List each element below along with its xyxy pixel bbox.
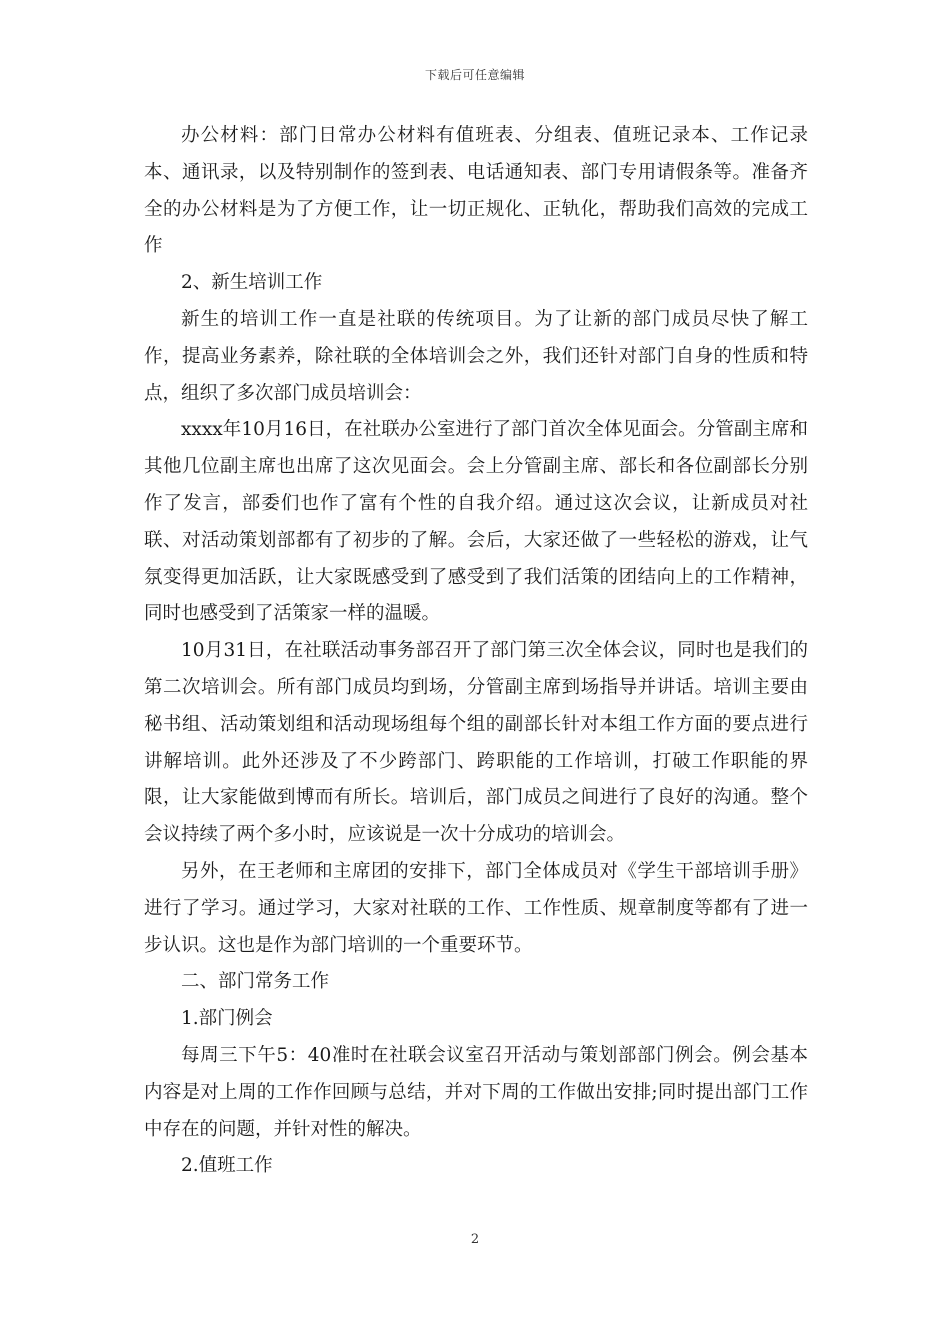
paragraph-office-materials: 办公材料：部门日常办公材料有值班表、分组表、值班记录本、工作记录本、通讯录，以及特别制作的签到表、电话通知表、部门专用请假条等。准备齐全的办公材料是为了方便工作，让一切正规化、正轨化，帮助我们高效的完成工作 [144, 125, 808, 257]
document-body [144, 118, 808, 1185]
paragraph-second-training: 10月31日，在社联活动事务部召开了部门第三次全体会议，同时也是我们的第二次培训会。所有部门成员均到场，分管副主席到场指导并讲话。培训主要由秘书组、活动策划组和活动现场组每个组的副部长针对本组工作方面的要点进行讲解培训。此外还涉及了不少跨部门、跨职能的工作培训，打破工作职能的界限，让大家能做到博而有所长。培训后，部门成员之间进行了良好的沟通。整个会议持续了两个多小时，应该说是一次十分成功的培训会。 [144, 640, 808, 846]
page-number: 2 [470, 1232, 480, 1247]
heading-duty-work: 2.值班工作 [181, 1155, 273, 1177]
paragraph-training-intro: 新生的培训工作一直是社联的传统项目。为了让新的部门成员尽快了解工作，提高业务素养，除社联的全体培训会之外，我们还针对部门自身的性质和特点，组织了多次部门成员培训会： [144, 308, 808, 404]
heading-new-member-training: 2、新生培训工作 [181, 272, 323, 294]
paragraph-first-meeting: xxxx年10月16日，在社联办公室进行了部门首次全体见面会。分管副主席和其他几位副主席也出席了这次见面会。会上分管副主席、部长和各位副部长分别作了发言，部委们也作了富有个性的自我介绍。通过这次会议，让新成员对社联、对活动策划部都有了初步的了解。会后，大家还做了一些轻松的游戏，让气氛变得更加活跃，让大家既感受到了感受到了我们活策的团结向上的工作精神，同时也感受到了活策家一样的温暖。 [144, 419, 808, 625]
heading-weekly-meeting: 1.部门例会 [181, 1008, 273, 1030]
paragraph-weekly-meeting: 每周三下午5：40准时在社联会议室召开活动与策划部部门例会。例会基本内容是对上周的工作作回顾与总结，并对下周的工作做出安排;同时提出部门工作中存在的问题，并针对性的解决。 [144, 1044, 808, 1140]
paragraph-handbook-study: 另外，在王老师和主席团的安排下，部门全体成员对《学生干部培训手册》进行了学习。通过学习，大家对社联的工作、工作性质、规章制度等都有了进一步认识。这也是作为部门培训的一个重要环节。 [144, 860, 808, 956]
page-header: 下载后可任意编辑 [424, 68, 525, 82]
heading-routine-work: 二、部门常务工作 [181, 971, 330, 993]
